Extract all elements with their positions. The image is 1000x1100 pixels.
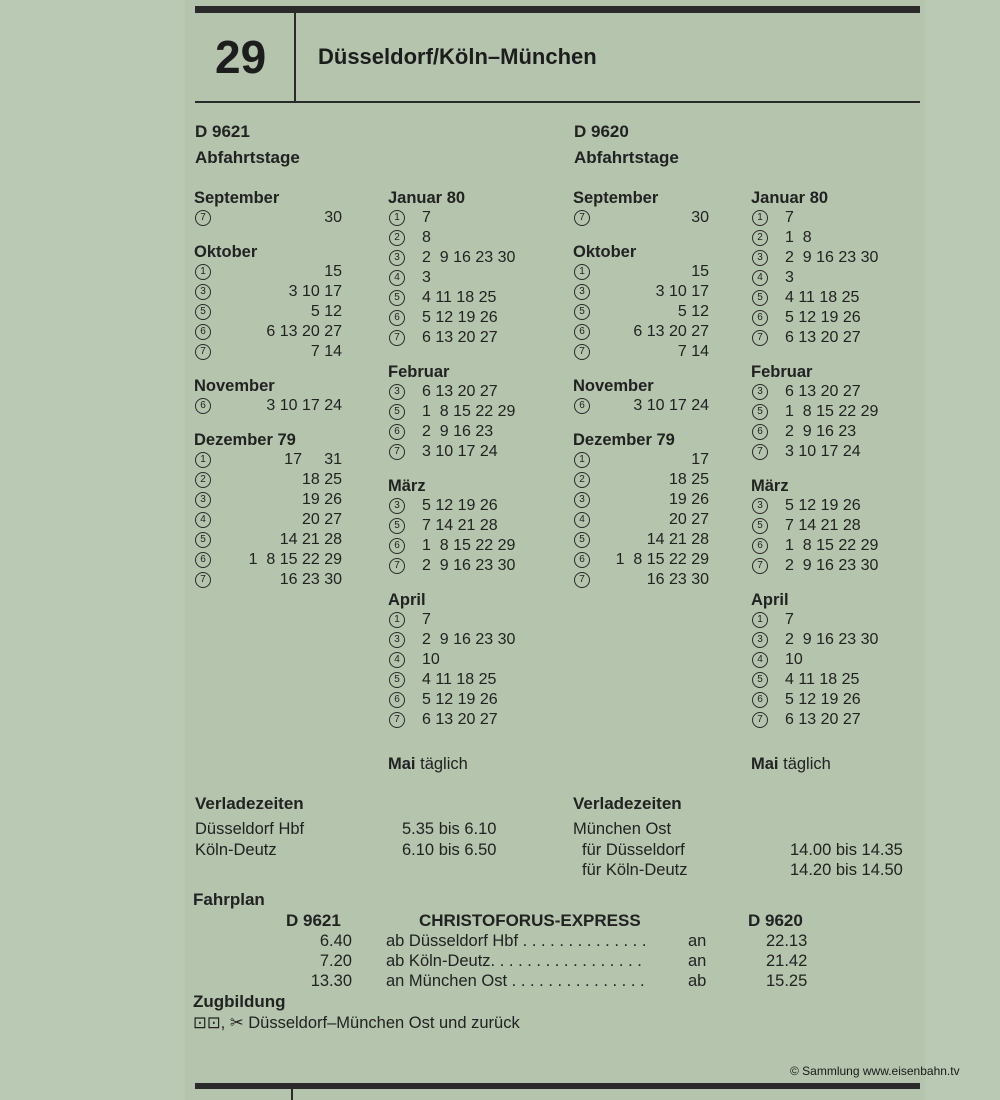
month-gap — [388, 576, 568, 590]
date-list: 1 8 15 22 29 — [615, 551, 709, 568]
weekday-circle-icon: 4 — [195, 512, 211, 528]
weekday-circle-icon: 4 — [574, 512, 590, 528]
mai-text: täglich — [420, 755, 468, 773]
bottom-rule — [195, 1083, 920, 1089]
weekday-circle-icon: 7 — [574, 344, 590, 360]
weekday-row — [573, 262, 751, 282]
weekday-circle-icon: 2 — [389, 230, 405, 246]
month-heading: Dezember 79 — [573, 431, 675, 449]
date-list: 2 9 16 23 30 — [422, 631, 516, 648]
mai-label: Mai — [751, 755, 779, 773]
weekday-circle-icon: 5 — [195, 532, 211, 548]
weekday-circle-icon: 1 — [195, 264, 211, 280]
weekday-row — [388, 710, 568, 730]
date-list: 5 12 19 26 — [785, 497, 861, 514]
loading-times-title-left: Verladezeiten — [195, 794, 304, 813]
weekday-circle-icon: 7 — [389, 712, 405, 728]
date-list: 6 13 20 27 — [633, 323, 709, 340]
date-list: 2 9 16 23 30 — [422, 249, 516, 266]
month-gap — [194, 362, 384, 376]
weekday-row — [573, 470, 751, 490]
weekday-row — [194, 208, 384, 228]
date-list: 5 12 — [310, 303, 342, 320]
date-list: 15 — [324, 263, 342, 280]
month-heading: November — [573, 377, 654, 395]
weekday-row — [194, 282, 384, 302]
page-number: 29 — [215, 31, 267, 83]
weekday-row — [751, 496, 921, 516]
weekday-row — [573, 396, 751, 416]
loading-time: 6.10 bis 6.50 — [402, 841, 497, 859]
weekday-row — [194, 490, 384, 510]
loading-destination: für Düsseldorf — [582, 841, 685, 859]
weekday-row — [751, 248, 921, 268]
weekday-row — [751, 268, 921, 288]
month-heading: Oktober — [194, 243, 258, 261]
weekday-row — [194, 570, 384, 590]
header-underline — [195, 101, 920, 103]
weekday-circle-icon: 2 — [574, 472, 590, 488]
carriage-symbols-icon: ⊡⊡, ✂ — [193, 1014, 244, 1032]
date-list: 7 — [785, 611, 794, 628]
weekday-circle-icon: 3 — [752, 250, 768, 266]
weekday-circle-icon: 5 — [389, 404, 405, 420]
weekday-row — [194, 530, 384, 550]
timetable-title: Fahrplan — [193, 890, 265, 909]
train-name: CHRISTOFORUS-EXPRESS — [419, 911, 641, 930]
date-list: 4 11 18 25 — [785, 671, 860, 688]
weekday-circle-icon: 6 — [574, 398, 590, 414]
weekday-circle-icon: 5 — [574, 532, 590, 548]
timetable-train-a: D 9621 — [286, 911, 341, 930]
weekday-row — [573, 342, 751, 362]
weekday-row — [751, 328, 921, 348]
weekday-circle-icon: 1 — [574, 452, 590, 468]
date-list: 3 — [422, 269, 431, 286]
weekday-row — [751, 382, 921, 402]
weekday-circle-icon: 7 — [752, 558, 768, 574]
weekday-row — [388, 308, 568, 328]
weekday-circle-icon: 3 — [574, 284, 590, 300]
date-list: 5 12 — [677, 303, 709, 320]
loading-time: 5.35 bis 6.10 — [402, 820, 497, 838]
date-list: 1 8 — [785, 229, 812, 246]
weekday-row — [388, 650, 568, 670]
weekday-row — [751, 650, 921, 670]
month-heading: März — [388, 477, 426, 495]
date-list: 3 10 17 — [655, 283, 709, 300]
weekday-circle-icon: 5 — [574, 304, 590, 320]
weekday-row — [573, 510, 751, 530]
date-list: 2 9 16 23 — [785, 423, 857, 440]
weekday-circle-icon: 6 — [389, 692, 405, 708]
weekday-row — [573, 550, 751, 570]
date-list: 6 13 20 27 — [785, 711, 861, 728]
weekday-circle-icon: 6 — [752, 424, 768, 440]
departure-time-b: 15.25 — [766, 972, 808, 990]
departure-days-label-d9621: Abfahrtstage — [195, 148, 300, 167]
weekday-circle-icon: 7 — [389, 444, 405, 460]
date-list: 30 — [691, 209, 709, 226]
date-list: 6 13 20 27 — [422, 711, 498, 728]
weekday-row — [573, 490, 751, 510]
loading-time: 14.20 bis 14.50 — [790, 861, 903, 879]
month-heading: Februar — [388, 363, 450, 381]
weekday-row — [388, 268, 568, 288]
weekday-row — [194, 470, 384, 490]
stop-name: ab Düsseldorf Hbf . . . . . . . . . . . . . . — [386, 932, 647, 950]
date-list: 7 — [785, 209, 794, 226]
weekday-row — [194, 510, 384, 530]
weekday-row — [751, 630, 921, 650]
weekday-circle-icon: 7 — [752, 712, 768, 728]
month-heading: März — [751, 477, 789, 495]
departure-time-a: 7.20 — [319, 952, 352, 970]
weekday-row — [388, 496, 568, 516]
weekday-row — [194, 262, 384, 282]
weekday-circle-icon: 4 — [389, 270, 405, 286]
weekday-circle-icon: 3 — [195, 284, 211, 300]
date-list: 6 13 20 27 — [422, 383, 498, 400]
composition-line — [193, 1013, 520, 1033]
weekday-circle-icon: 5 — [752, 404, 768, 420]
weekday-row — [388, 536, 568, 556]
weekday-circle-icon: 7 — [574, 210, 590, 226]
date-list: 14 21 28 — [279, 531, 342, 548]
d9621-calendar-autumn — [194, 188, 384, 590]
date-list: 14 21 28 — [646, 531, 709, 548]
month-heading: Januar 80 — [388, 189, 466, 207]
date-list: 30 — [324, 209, 342, 226]
weekday-circle-icon: 3 — [389, 384, 405, 400]
date-list: 5 12 19 26 — [422, 497, 498, 514]
loading-times-title-right: Verladezeiten — [573, 794, 682, 813]
date-list: 20 27 — [301, 511, 342, 528]
weekday-circle-icon: 3 — [195, 492, 211, 508]
d9620-mai-line — [751, 754, 831, 774]
weekday-row — [751, 288, 921, 308]
date-list: 19 26 — [668, 491, 709, 508]
weekday-circle-icon: 6 — [574, 552, 590, 568]
weekday-row — [194, 450, 384, 470]
date-list: 4 11 18 25 — [422, 671, 497, 688]
weekday-row — [388, 288, 568, 308]
month-gap — [388, 462, 568, 476]
date-list: 18 25 — [668, 471, 709, 488]
loading-station: Düsseldorf Hbf — [195, 820, 305, 838]
weekday-row — [194, 550, 384, 570]
weekday-row — [751, 556, 921, 576]
month-heading: Februar — [751, 363, 813, 381]
direction: an — [688, 932, 707, 950]
weekday-circle-icon: 3 — [389, 250, 405, 266]
weekday-row — [751, 422, 921, 442]
composition-text: Düsseldorf–München Ost und zurück — [248, 1014, 520, 1032]
date-list: 7 — [422, 611, 431, 628]
weekday-row — [388, 208, 568, 228]
weekday-row — [751, 402, 921, 422]
weekday-circle-icon: 5 — [389, 290, 405, 306]
loading-station: Köln-Deutz — [195, 841, 277, 859]
weekday-row — [751, 610, 921, 630]
weekday-circle-icon: 7 — [195, 572, 211, 588]
departure-time-b: 21.42 — [766, 952, 808, 970]
date-list: 2 9 16 23 — [422, 423, 494, 440]
month-heading: Dezember 79 — [194, 431, 296, 449]
weekday-circle-icon: 6 — [752, 310, 768, 326]
weekday-circle-icon: 6 — [389, 424, 405, 440]
date-list: 10 — [422, 651, 440, 668]
weekday-circle-icon: 3 — [389, 632, 405, 648]
date-list: 5 12 19 26 — [422, 309, 498, 326]
date-list: 6 13 20 27 — [785, 329, 861, 346]
date-list: 1 8 15 22 29 — [422, 537, 516, 554]
weekday-row — [751, 442, 921, 462]
weekday-circle-icon: 7 — [389, 558, 405, 574]
mai-label: Mai — [388, 755, 416, 773]
weekday-circle-icon: 5 — [389, 518, 405, 534]
date-list: 1 8 15 22 29 — [248, 551, 342, 568]
weekday-row — [388, 630, 568, 650]
date-list: 2 9 16 23 30 — [785, 249, 879, 266]
weekday-circle-icon: 3 — [752, 498, 768, 514]
weekday-circle-icon: 4 — [752, 270, 768, 286]
composition-title: Zugbildung — [193, 992, 286, 1011]
date-list: 3 10 17 24 — [266, 397, 342, 414]
date-list: 16 23 30 — [646, 571, 709, 588]
weekday-circle-icon: 1 — [752, 612, 768, 628]
weekday-row — [573, 530, 751, 550]
date-list: 4 11 18 25 — [422, 289, 497, 306]
month-gap — [194, 228, 384, 242]
direction: an — [688, 952, 707, 970]
month-gap — [751, 348, 921, 362]
weekday-circle-icon: 3 — [574, 492, 590, 508]
weekday-circle-icon: 6 — [389, 310, 405, 326]
month-heading: September — [194, 189, 280, 207]
weekday-circle-icon: 6 — [195, 552, 211, 568]
date-list: 3 10 17 24 — [422, 443, 498, 460]
date-list: 7 14 — [310, 343, 342, 360]
weekday-circle-icon: 3 — [389, 498, 405, 514]
weekday-row — [388, 516, 568, 536]
weekday-circle-icon: 6 — [752, 692, 768, 708]
weekday-row — [194, 302, 384, 322]
date-list: 5 12 19 26 — [422, 691, 498, 708]
month-heading: Januar 80 — [751, 189, 829, 207]
weekday-circle-icon: 7 — [195, 344, 211, 360]
month-gap — [751, 576, 921, 590]
date-list: 6 13 20 27 — [266, 323, 342, 340]
month-heading: Oktober — [573, 243, 637, 261]
date-list: 7 14 — [677, 343, 709, 360]
weekday-circle-icon: 1 — [752, 210, 768, 226]
month-gap — [573, 416, 751, 430]
train-title-d9620: D 9620 — [574, 122, 629, 141]
date-list: 2 9 16 23 30 — [785, 557, 879, 574]
departure-time-b: 22.13 — [766, 932, 808, 950]
month-gap — [573, 362, 751, 376]
weekday-row — [388, 610, 568, 630]
train-title-d9621: D 9621 — [195, 122, 250, 141]
weekday-circle-icon: 6 — [195, 398, 211, 414]
loading-time: 14.00 bis 14.35 — [790, 841, 903, 859]
timetable-train-b: D 9620 — [748, 911, 803, 930]
d9621-mai-line — [388, 754, 468, 774]
d9620-calendar-spring — [751, 188, 921, 730]
weekday-row — [573, 282, 751, 302]
weekday-circle-icon: 4 — [389, 652, 405, 668]
weekday-row — [388, 422, 568, 442]
weekday-row — [388, 382, 568, 402]
weekday-row — [573, 208, 751, 228]
weekday-row — [751, 208, 921, 228]
weekday-circle-icon: 6 — [574, 324, 590, 340]
weekday-circle-icon: 7 — [195, 210, 211, 226]
weekday-row — [573, 322, 751, 342]
date-list: 17 31 — [284, 451, 342, 468]
d9621-calendar-spring — [388, 188, 568, 730]
weekday-row — [388, 556, 568, 576]
weekday-row — [573, 570, 751, 590]
footer-divider — [291, 1089, 293, 1100]
weekday-row — [751, 670, 921, 690]
date-list: 16 23 30 — [279, 571, 342, 588]
weekday-row — [388, 248, 568, 268]
date-list: 3 10 17 24 — [633, 397, 709, 414]
weekday-row — [388, 328, 568, 348]
stop-name: ab Köln-Deutz. . . . . . . . . . . . . . . . . — [386, 952, 642, 970]
loading-destination: für Köln-Deutz — [582, 861, 688, 879]
weekday-circle-icon: 5 — [389, 672, 405, 688]
top-rule — [195, 6, 920, 13]
weekday-row — [751, 536, 921, 556]
weekday-circle-icon: 3 — [752, 632, 768, 648]
route-title: Düsseldorf/Köln–München — [318, 44, 597, 69]
weekday-circle-icon: 3 — [752, 384, 768, 400]
date-list: 8 — [422, 229, 431, 246]
date-list: 3 — [785, 269, 794, 286]
mai-text: täglich — [783, 755, 831, 773]
date-list: 5 12 19 26 — [785, 691, 861, 708]
month-heading: April — [388, 591, 426, 609]
month-heading: September — [573, 189, 659, 207]
weekday-circle-icon: 1 — [389, 210, 405, 226]
weekday-row — [751, 228, 921, 248]
weekday-circle-icon: 1 — [574, 264, 590, 280]
weekday-circle-icon: 1 — [195, 452, 211, 468]
date-list: 2 9 16 23 30 — [422, 557, 516, 574]
weekday-circle-icon: 2 — [195, 472, 211, 488]
date-list: 1 8 15 22 29 — [785, 403, 879, 420]
weekday-row — [751, 516, 921, 536]
date-list: 17 — [691, 451, 709, 468]
month-heading: April — [751, 591, 789, 609]
departure-time-a: 13.30 — [310, 972, 352, 990]
date-list: 7 14 21 28 — [422, 517, 498, 534]
date-list: 1 8 15 22 29 — [422, 403, 516, 420]
month-gap — [388, 348, 568, 362]
date-list: 5 12 19 26 — [785, 309, 861, 326]
month-gap — [194, 416, 384, 430]
direction: ab — [688, 972, 707, 990]
d9620-calendar-autumn — [573, 188, 751, 590]
month-heading: November — [194, 377, 275, 395]
date-list: 20 27 — [668, 511, 709, 528]
weekday-circle-icon: 1 — [389, 612, 405, 628]
weekday-row — [388, 670, 568, 690]
weekday-row — [573, 450, 751, 470]
weekday-circle-icon: 2 — [752, 230, 768, 246]
weekday-circle-icon: 5 — [752, 672, 768, 688]
date-list: 3 10 17 24 — [785, 443, 861, 460]
month-gap — [751, 462, 921, 476]
weekday-row — [751, 710, 921, 730]
weekday-circle-icon: 6 — [195, 324, 211, 340]
weekday-circle-icon: 5 — [752, 518, 768, 534]
date-list: 1 8 15 22 29 — [785, 537, 879, 554]
weekday-row — [751, 690, 921, 710]
copyright-credit: © Sammlung www.eisenbahn.tv — [790, 1064, 960, 1078]
weekday-row — [194, 396, 384, 416]
date-list: 2 9 16 23 30 — [785, 631, 879, 648]
weekday-row — [388, 402, 568, 422]
date-list: 4 11 18 25 — [785, 289, 860, 306]
departure-time-a: 6.40 — [319, 932, 352, 950]
weekday-row — [194, 342, 384, 362]
date-list: 18 25 — [301, 471, 342, 488]
weekday-circle-icon: 5 — [195, 304, 211, 320]
date-list: 6 13 20 27 — [422, 329, 498, 346]
weekday-circle-icon: 4 — [752, 652, 768, 668]
weekday-circle-icon: 7 — [752, 330, 768, 346]
weekday-row — [388, 442, 568, 462]
weekday-circle-icon: 6 — [389, 538, 405, 554]
date-list: 15 — [691, 263, 709, 280]
weekday-row — [388, 228, 568, 248]
weekday-row — [573, 302, 751, 322]
date-list: 7 — [422, 209, 431, 226]
weekday-row — [194, 322, 384, 342]
weekday-row — [388, 690, 568, 710]
date-list: 19 26 — [301, 491, 342, 508]
weekday-circle-icon: 5 — [752, 290, 768, 306]
loading-origin-station: München Ost — [573, 820, 672, 838]
date-list: 10 — [785, 651, 803, 668]
date-list: 3 10 17 — [288, 283, 342, 300]
weekday-circle-icon: 7 — [389, 330, 405, 346]
weekday-circle-icon: 7 — [574, 572, 590, 588]
weekday-circle-icon: 6 — [752, 538, 768, 554]
departure-days-label-d9620: Abfahrtstage — [574, 148, 679, 167]
month-gap — [573, 228, 751, 242]
date-list: 7 14 21 28 — [785, 517, 861, 534]
stop-name: an München Ost . . . . . . . . . . . . . . . — [386, 972, 645, 990]
weekday-row — [751, 308, 921, 328]
weekday-circle-icon: 7 — [752, 444, 768, 460]
header-divider — [294, 13, 296, 102]
date-list: 6 13 20 27 — [785, 383, 861, 400]
